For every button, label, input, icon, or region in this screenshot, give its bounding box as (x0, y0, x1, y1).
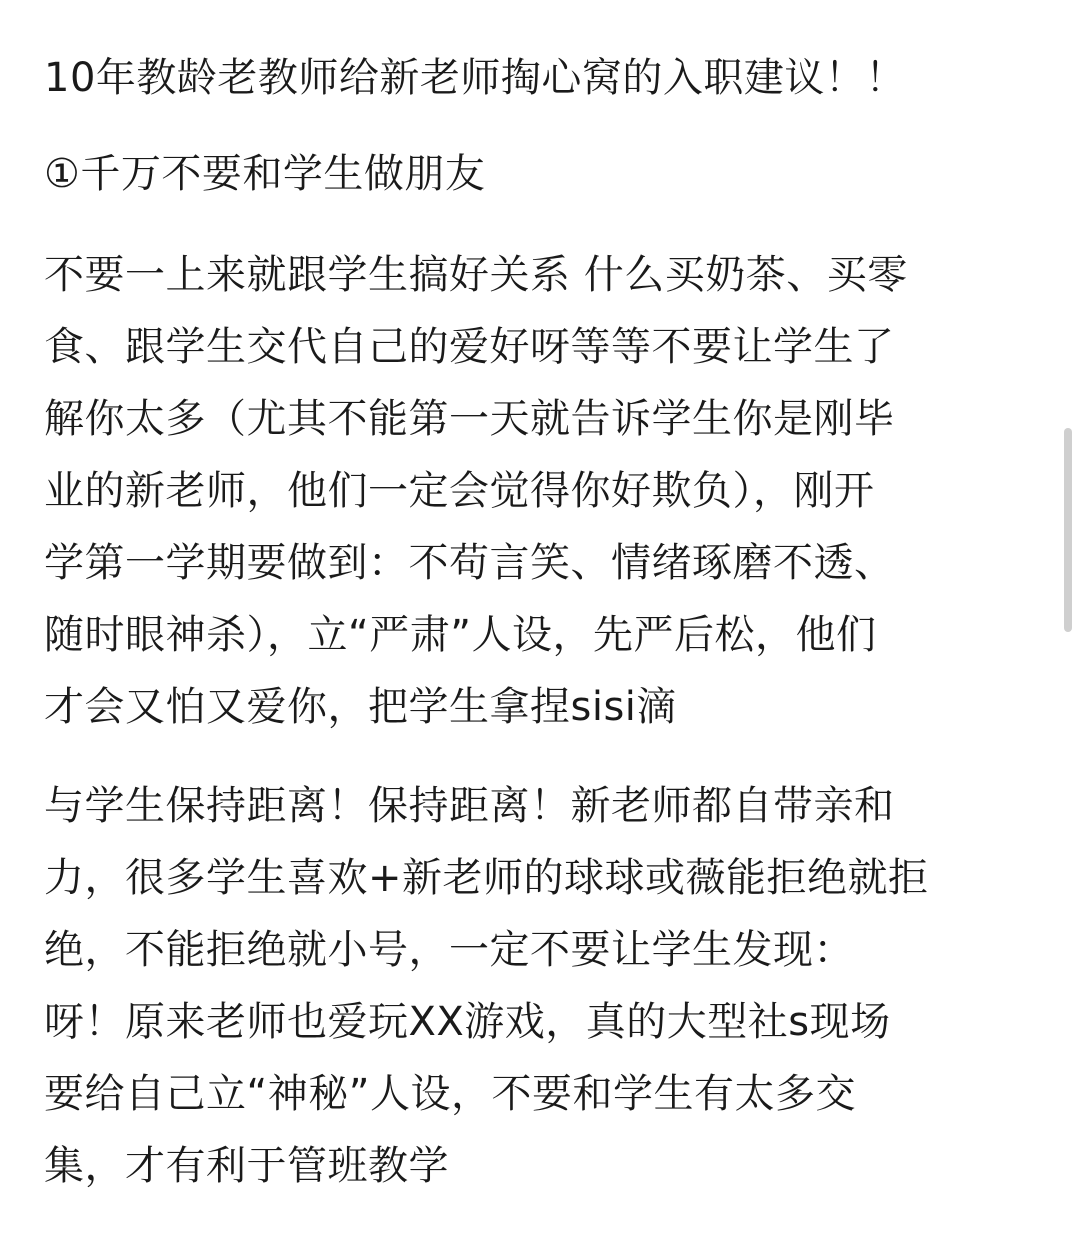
paragraph-2-line: 呀！原来老师也爱玩XX游戏，真的大型社s现场 (44, 999, 891, 1045)
paragraph-1-line: 学第一学期要做到：不苟言笑、情绪琢磨不透、 (44, 540, 895, 586)
section-heading: ①千万不要和学生做朋友 (44, 151, 486, 197)
post-title: 10年教龄老教师给新老师掏心窝的入职建议！！ (44, 55, 906, 101)
paragraph-2-line: 要给自己立“神秘”人设，不要和学生有太多交 (44, 1071, 856, 1117)
paragraph-2-line: 集，才有利于管班教学 (44, 1143, 449, 1189)
paragraph-1-line: 食、跟学生交代自己的爱好呀等等不要让学生了 (44, 324, 895, 370)
paragraph-1-line: 才会又怕又爱你，把学生拿捏sisi滴 (44, 684, 677, 730)
vertical-scrollbar[interactable] (1064, 428, 1072, 632)
paragraph-1-line: 不要一上来就跟学生搞好关系 什么买奶茶、买零 (44, 252, 908, 298)
paragraph-1-line: 解你太多（尤其不能第一天就告诉学生你是刚毕 (44, 396, 895, 442)
paragraph-2-line: 与学生保持距离！保持距离！新老师都自带亲和 (44, 783, 895, 829)
paragraph-2-line: 绝，不能拒绝就小号，一定不要让学生发现： (44, 927, 854, 973)
paragraph-2-line: 力，很多学生喜欢+新老师的球球或薇能拒绝就拒 (44, 855, 929, 901)
paragraph-1-line: 业的新老师，他们一定会觉得你好欺负），刚开 (44, 468, 875, 514)
paragraph-1-line: 随时眼神杀），立“严肃”人设，先严后松，他们 (44, 612, 877, 658)
